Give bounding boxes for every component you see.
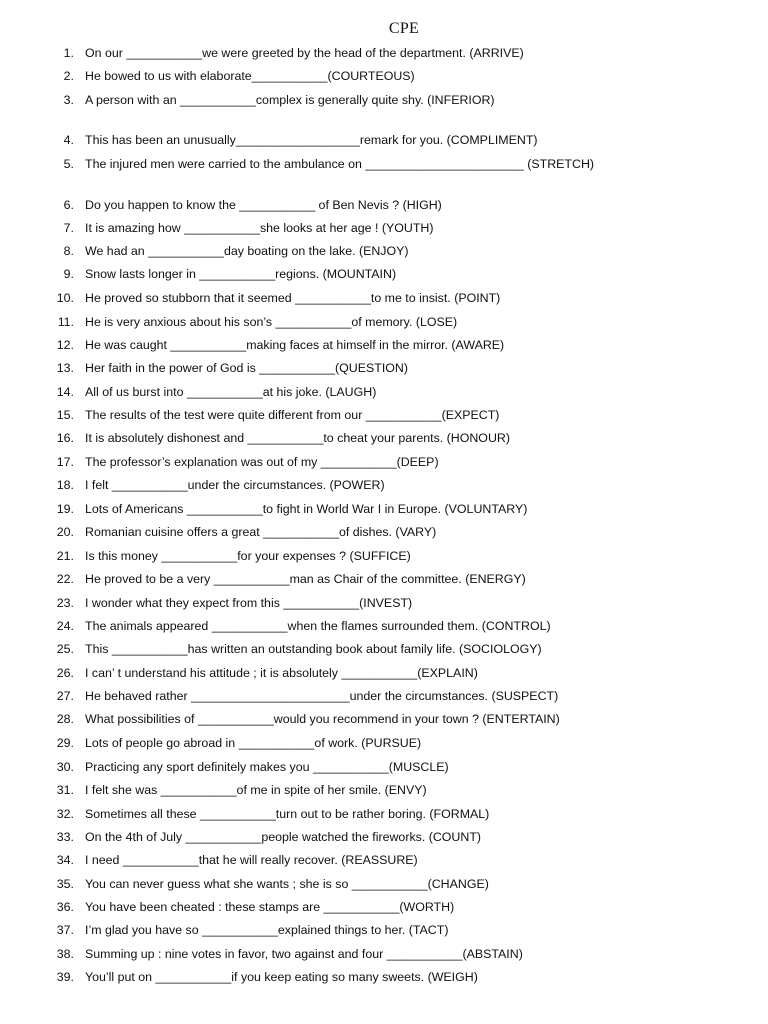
item-number: 30.	[56, 760, 74, 774]
item-sentence: He is very anxious about his son’s ___________of memory. (LOSE)	[85, 315, 458, 329]
item-sentence: You can never guess what she wants ; she is so ___________(CHANGE)	[85, 877, 489, 891]
item-number: 16.	[56, 431, 74, 445]
exercise-item	[0, 850, 768, 870]
item-number: 1.	[63, 46, 74, 60]
item-sentence: I felt ___________under the circumstances. (POWER)	[85, 478, 385, 492]
item-number: 7.	[63, 221, 74, 235]
exercise-item	[0, 358, 768, 378]
item-number: 27.	[56, 689, 74, 703]
page-title: CPE	[388, 20, 420, 37]
item-sentence: I can’ t understand his attitude ; it is absolutely ___________(EXPLAIN)	[85, 666, 478, 680]
item-number: 37.	[56, 923, 74, 937]
item-sentence: It is amazing how ___________she looks at her age ! (YOUTH)	[85, 221, 434, 235]
exercise-item	[0, 335, 768, 355]
item-sentence: Is this money ___________for your expenses ? (SUFFICE)	[85, 549, 411, 563]
item-sentence: Snow lasts longer in ___________regions. (MOUNTAIN)	[85, 267, 397, 281]
item-number: 25.	[56, 642, 74, 656]
item-number: 36.	[56, 900, 74, 914]
item-number: 18.	[56, 478, 74, 492]
item-number: 10.	[56, 291, 74, 305]
item-sentence: The professor’s explanation was out of my ___________(DEEP)	[85, 455, 439, 469]
item-number: 14.	[56, 385, 74, 399]
item-sentence: You have been cheated : these stamps are ___________(WORTH)	[85, 900, 455, 914]
item-sentence: All of us burst into ___________at his joke. (LAUGH)	[85, 385, 377, 399]
exercise-item	[0, 897, 768, 917]
item-number: 35.	[56, 877, 74, 891]
item-sentence: A person with an ___________complex is generally quite shy. (INFERIOR)	[85, 93, 495, 107]
exercise-item	[0, 780, 768, 800]
exercise-item	[0, 241, 768, 261]
exercise-item	[0, 546, 768, 566]
item-sentence: He was caught ___________making faces at himself in the mirror. (AWARE)	[85, 338, 505, 352]
exercise-item	[0, 218, 768, 238]
item-number: 34.	[56, 853, 74, 867]
exercise-item	[0, 733, 768, 753]
exercise-item	[0, 90, 768, 110]
item-sentence: Her faith in the power of God is ___________(QUESTION)	[85, 361, 409, 375]
exercise-item	[0, 154, 768, 174]
item-number: 12.	[56, 338, 74, 352]
item-number: 2.	[63, 69, 74, 83]
item-number: 11.	[57, 315, 74, 329]
item-sentence: I felt she was ___________of me in spite of her smile. (ENVY)	[85, 783, 427, 797]
exercise-item	[0, 686, 768, 706]
item-number: 6.	[63, 198, 74, 212]
exercise-item	[0, 264, 768, 284]
item-number: 26.	[56, 666, 74, 680]
exercise-item	[0, 639, 768, 659]
exercise-item	[0, 616, 768, 636]
exercise-item	[0, 827, 768, 847]
exercise-item	[0, 428, 768, 448]
exercise-item	[0, 130, 768, 150]
item-number: 21.	[56, 549, 74, 563]
item-sentence: What possibilities of ___________would you recommend in your town ? (ENTERTAIN)	[85, 712, 560, 726]
item-sentence: Lots of Americans ___________to fight in World War I in Europe. (VOLUNTARY)	[85, 502, 528, 516]
item-sentence: You’ll put on ___________if you keep eating so many sweets. (WEIGH)	[85, 970, 478, 984]
item-number: 20.	[56, 525, 74, 539]
item-sentence: This has been an unusually__________________remark for you. (COMPLIMENT)	[85, 133, 538, 147]
item-sentence: Summing up : nine votes in favor, two against and four ___________(ABSTAIN)	[85, 947, 523, 961]
item-sentence: Romanian cuisine offers a great ___________of dishes. (VARY)	[85, 525, 437, 539]
exercise-item	[0, 382, 768, 402]
exercise-item	[0, 522, 768, 542]
item-sentence: On the 4th of July ___________people watched the fireworks. (COUNT)	[85, 830, 482, 844]
item-sentence: Practicing any sport definitely makes you ___________(MUSCLE)	[85, 760, 449, 774]
exercise-item	[0, 757, 768, 777]
item-number: 22.	[56, 572, 74, 586]
item-sentence: Do you happen to know the ___________ of Ben Nevis ? (HIGH)	[85, 198, 442, 212]
item-sentence: He proved to be a very ___________man as Chair of the committee. (ENERGY)	[85, 572, 526, 586]
exercise-item	[0, 288, 768, 308]
item-sentence: On our ___________we were greeted by the head of the department. (ARRIVE)	[85, 46, 524, 60]
item-number: 17.	[56, 455, 74, 469]
item-sentence: It is absolutely dishonest and ___________to cheat your parents. (HONOUR)	[85, 431, 510, 445]
item-number: 38.	[56, 947, 74, 961]
exercise-item	[0, 475, 768, 495]
item-number: 33.	[56, 830, 74, 844]
exercise-item	[0, 43, 768, 63]
item-number: 39.	[56, 970, 74, 984]
exercise-item	[0, 804, 768, 824]
exercise-item	[0, 920, 768, 940]
exercise-item	[0, 499, 768, 519]
item-number: 23.	[56, 596, 74, 610]
item-sentence: He behaved rather _______________________under the circumstances. (SUSPECT)	[85, 689, 559, 703]
item-number: 31.	[56, 783, 74, 797]
item-number: 13.	[56, 361, 74, 375]
exercise-item	[0, 967, 768, 987]
item-sentence: The animals appeared ___________when the flames surrounded them. (CONTROL)	[85, 619, 551, 633]
item-number: 28.	[56, 712, 74, 726]
item-sentence: Lots of people go abroad in ___________of work. (PURSUE)	[85, 736, 422, 750]
item-sentence: The results of the test were quite different from our ___________(EXPECT)	[85, 408, 500, 422]
exercise-item	[0, 405, 768, 425]
item-sentence: Sometimes all these ___________turn out to be rather boring. (FORMAL)	[85, 807, 490, 821]
item-number: 29.	[56, 736, 74, 750]
item-number: 5.	[63, 157, 74, 171]
exercise-item	[0, 944, 768, 964]
exercise-item	[0, 195, 768, 215]
exercise-item	[0, 66, 768, 86]
item-number: 24.	[56, 619, 74, 633]
exercise-item	[0, 452, 768, 472]
exercise-item	[0, 663, 768, 683]
exercise-item	[0, 312, 768, 332]
item-number: 9.	[63, 267, 74, 281]
item-sentence: The injured men were carried to the ambulance on _______________________ (STRETCH)	[85, 157, 595, 171]
item-sentence: We had an ___________day boating on the lake. (ENJOY)	[85, 244, 409, 258]
exercise-item	[0, 569, 768, 589]
item-sentence: I wonder what they expect from this ___________(INVEST)	[85, 596, 413, 610]
item-sentence: He bowed to us with elaborate___________(COURTEOUS)	[85, 69, 415, 83]
item-number: 32.	[56, 807, 74, 821]
exercise-item	[0, 593, 768, 613]
item-number: 15.	[56, 408, 74, 422]
item-number: 3.	[63, 93, 74, 107]
item-sentence: I need ___________that he will really recover. (REASSURE)	[85, 853, 418, 867]
item-number: 4.	[63, 133, 74, 147]
item-number: 19.	[56, 502, 74, 516]
exercise-item	[0, 709, 768, 729]
item-sentence: This ___________has written an outstanding book about family life. (SOCIOLOGY)	[85, 642, 542, 656]
item-sentence: I’m glad you have so ___________explained things to her. (TACT)	[85, 923, 449, 937]
item-sentence: He proved so stubborn that it seemed ___________to me to insist. (POINT)	[85, 291, 501, 305]
exercise-item	[0, 874, 768, 894]
item-number: 8.	[63, 244, 74, 258]
